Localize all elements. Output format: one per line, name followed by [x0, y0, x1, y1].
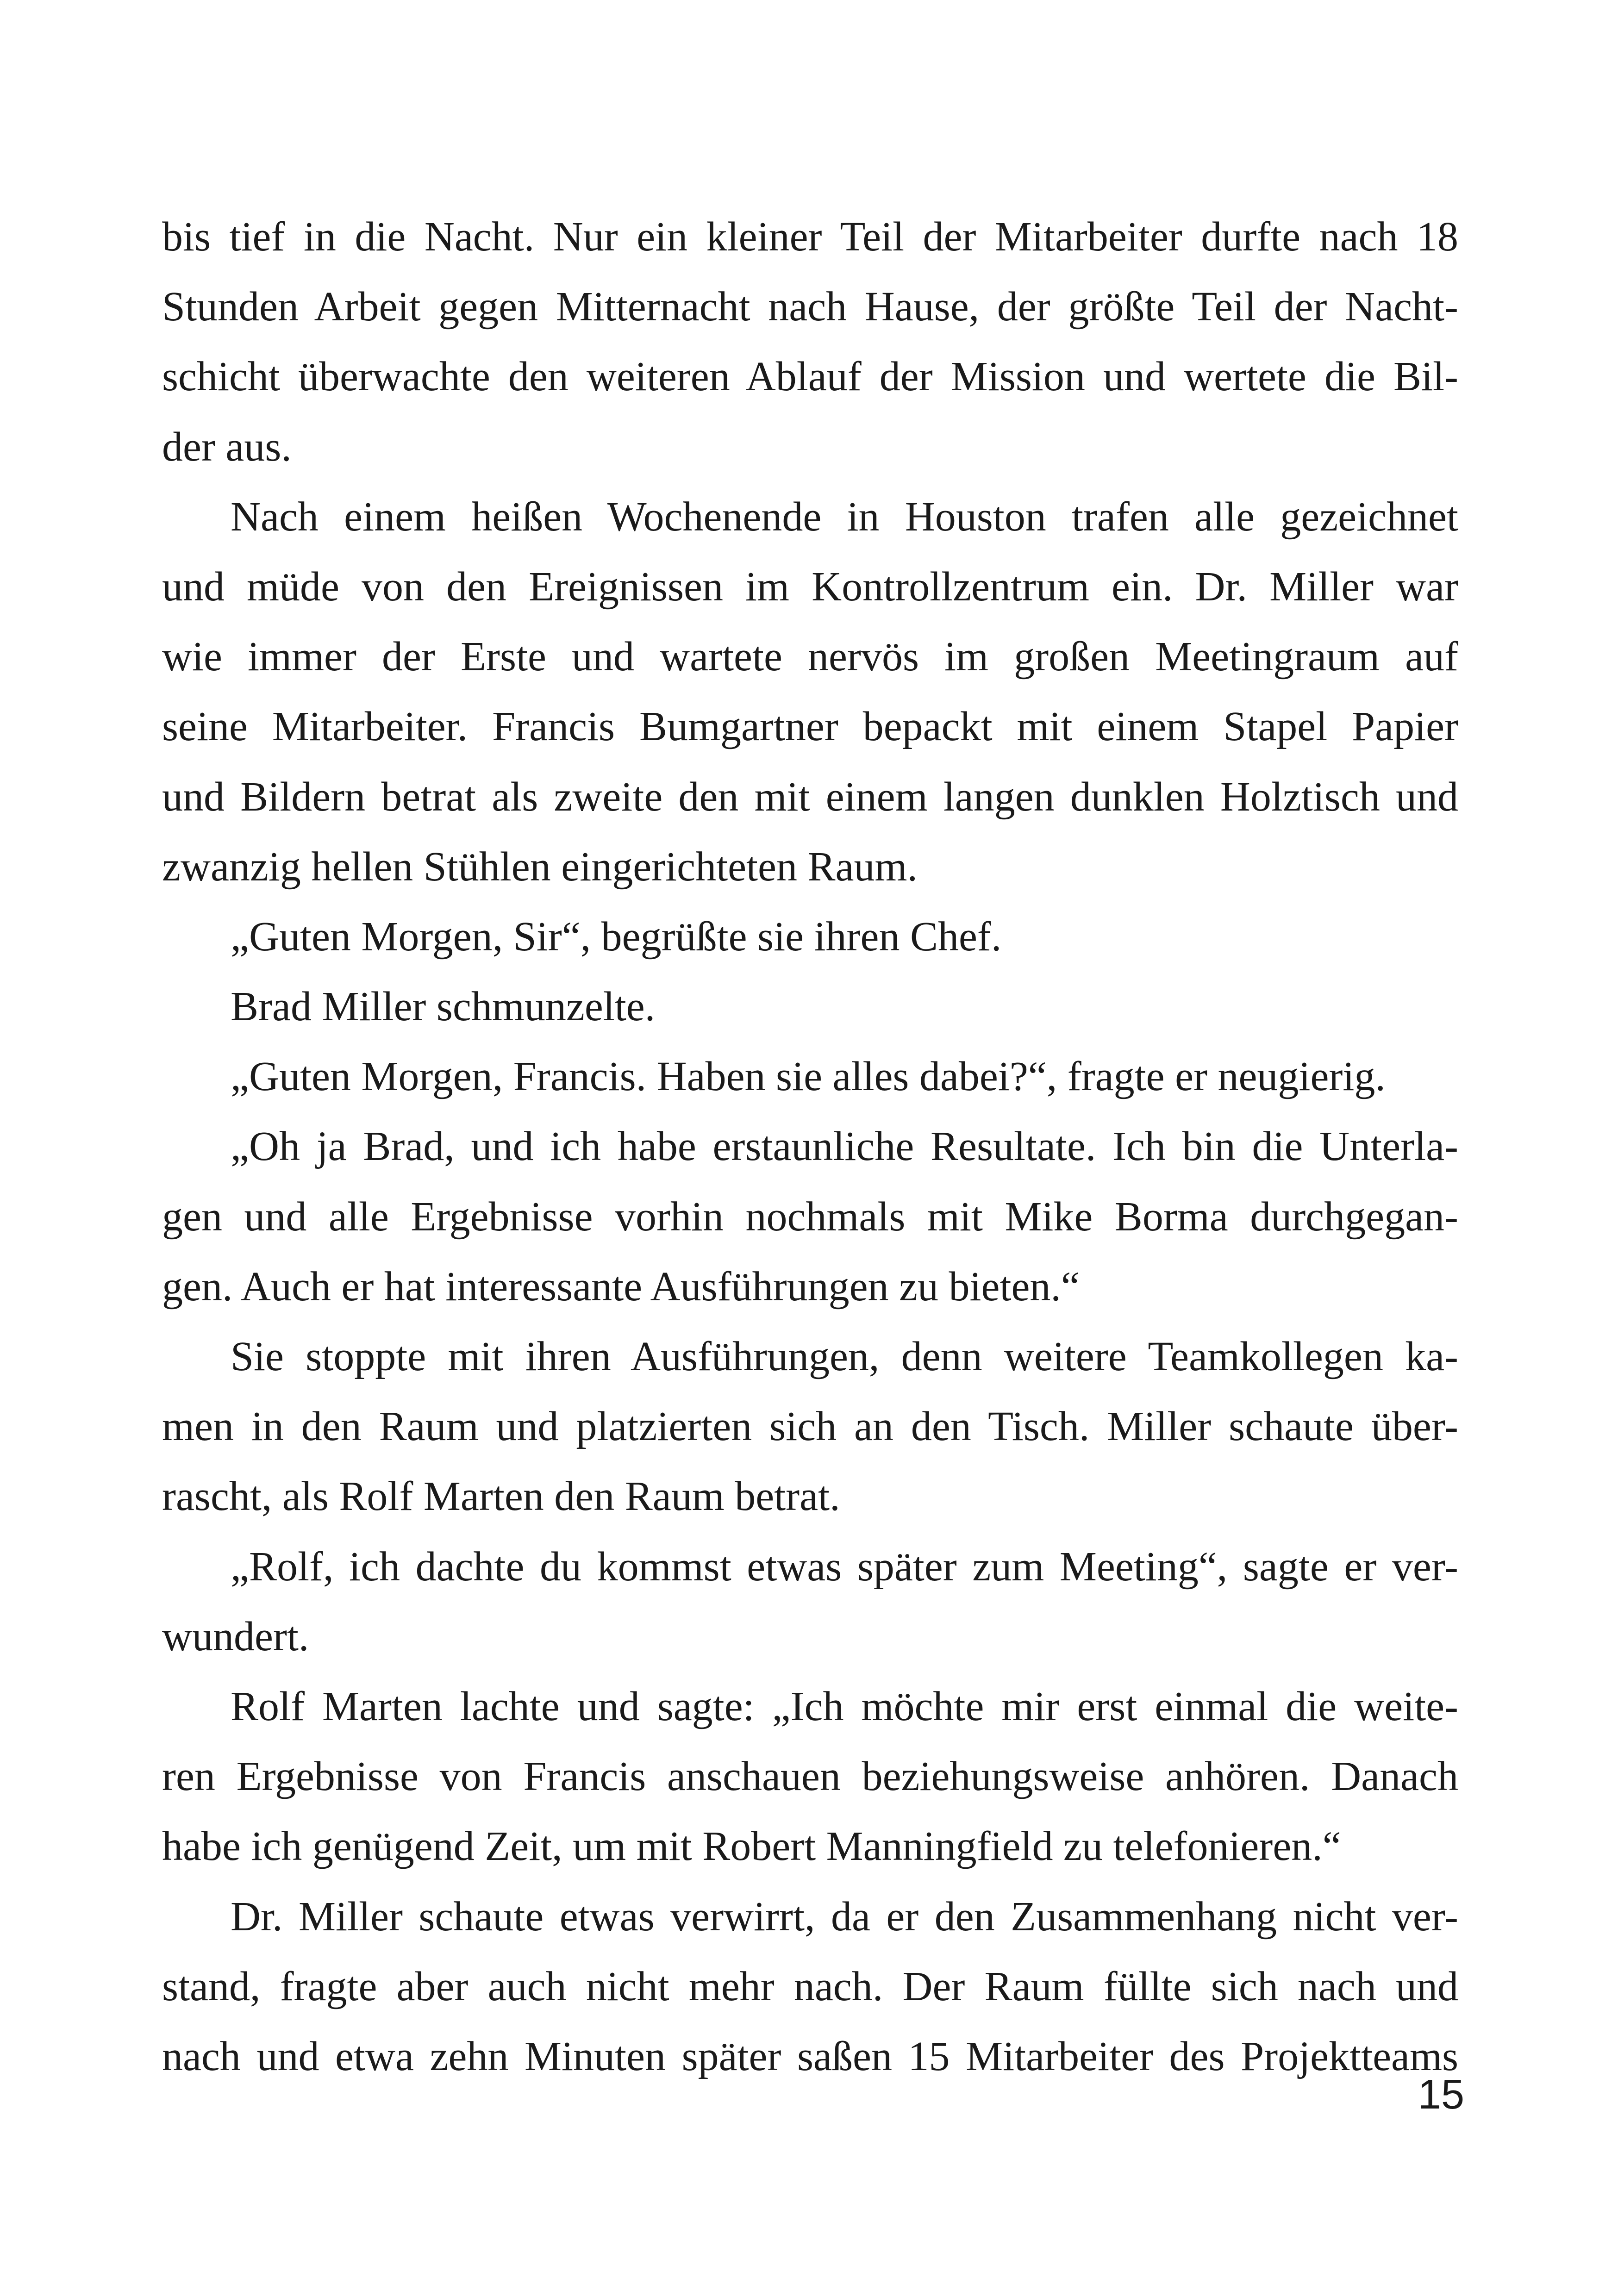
text-line: zwanzig hellen Stühlen eingerichteten Raum.: [162, 843, 918, 890]
text-line: Dr. Miller schaute etwas verwirrt, da er den Zusammenhang nicht ver-: [231, 1893, 1458, 1940]
text-line: bis tief in die Nacht. Nur ein kleiner Teil der Mitarbeiter durfte nach 18: [162, 214, 1458, 260]
text-line: „Oh ja Brad, und ich habe erstaunliche Resultate. Ich bin die Unterla-: [231, 1123, 1458, 1170]
text-line: nach und etwa zehn Minuten später saßen 15 Mitarbeiter des Projektteams: [162, 2033, 1458, 2079]
text-line: wundert.: [162, 1613, 309, 1660]
text-line: ren Ergebnisse von Francis anschauen beziehungsweise anhören. Danach: [162, 1753, 1458, 1800]
text-line: „Rolf, ich dachte du kommst etwas später zum Meeting“, sagte er ver-: [231, 1543, 1458, 1590]
page-text: [162, 202, 1458, 2091]
text-line: und müde von den Ereignissen im Kontrollzentrum ein. Dr. Miller war: [162, 563, 1458, 610]
text-line: men in den Raum und platzierten sich an den Tisch. Miller schaute über-: [162, 1404, 1458, 1450]
text-line: der aus.: [162, 424, 292, 470]
text-line: rascht, als Rolf Marten den Raum betrat.: [162, 1473, 840, 1520]
text-line: stand, fragte aber auch nicht mehr nach. Der Raum füllte sich nach und: [162, 1963, 1458, 2009]
text-line: seine Mitarbeiter. Francis Bumgartner bepackt mit einem Stapel Papier: [162, 704, 1458, 750]
text-line: „Guten Morgen, Francis. Haben sie alles dabei?“, fragte er neugierig.: [231, 1054, 1386, 1100]
text-line: Nach einem heißen Wochenende in Houston trafen alle gezeichnet: [231, 493, 1458, 540]
text-line: „Guten Morgen, Sir“, begrüßte sie ihren Chef.: [231, 913, 1002, 960]
text-line: und Bildern betrat als zweite den mit einem langen dunklen Holztisch und: [162, 774, 1458, 820]
page-number: 15: [1418, 2071, 1464, 2118]
text-line: Stunden Arbeit gegen Mitternacht nach Hause, der größte Teil der Nacht-: [162, 284, 1458, 330]
text-line: habe ich genügend Zeit, um mit Robert Manningfield zu telefonieren.“: [162, 1823, 1341, 1870]
text-line: Sie stoppte mit ihren Ausführungen, denn weitere Teamkollegen ka-: [231, 1334, 1458, 1379]
text-line: Rolf Marten lachte und sagte: „Ich möchte mir erst einmal die weite-: [231, 1683, 1458, 1729]
text-line: schicht überwachte den weiteren Ablauf der Mission und wertete die Bil-: [162, 354, 1458, 400]
text-line: wie immer der Erste und wartete nervös im großen Meetingraum auf: [162, 634, 1458, 680]
text-line: gen. Auch er hat interessante Ausführungen zu bieten.“: [162, 1263, 1080, 1310]
text-line: Brad Miller schmunzelte.: [231, 984, 656, 1030]
text-line: gen und alle Ergebnisse vorhin nochmals mit Mike Borma durchgegan-: [162, 1193, 1458, 1240]
